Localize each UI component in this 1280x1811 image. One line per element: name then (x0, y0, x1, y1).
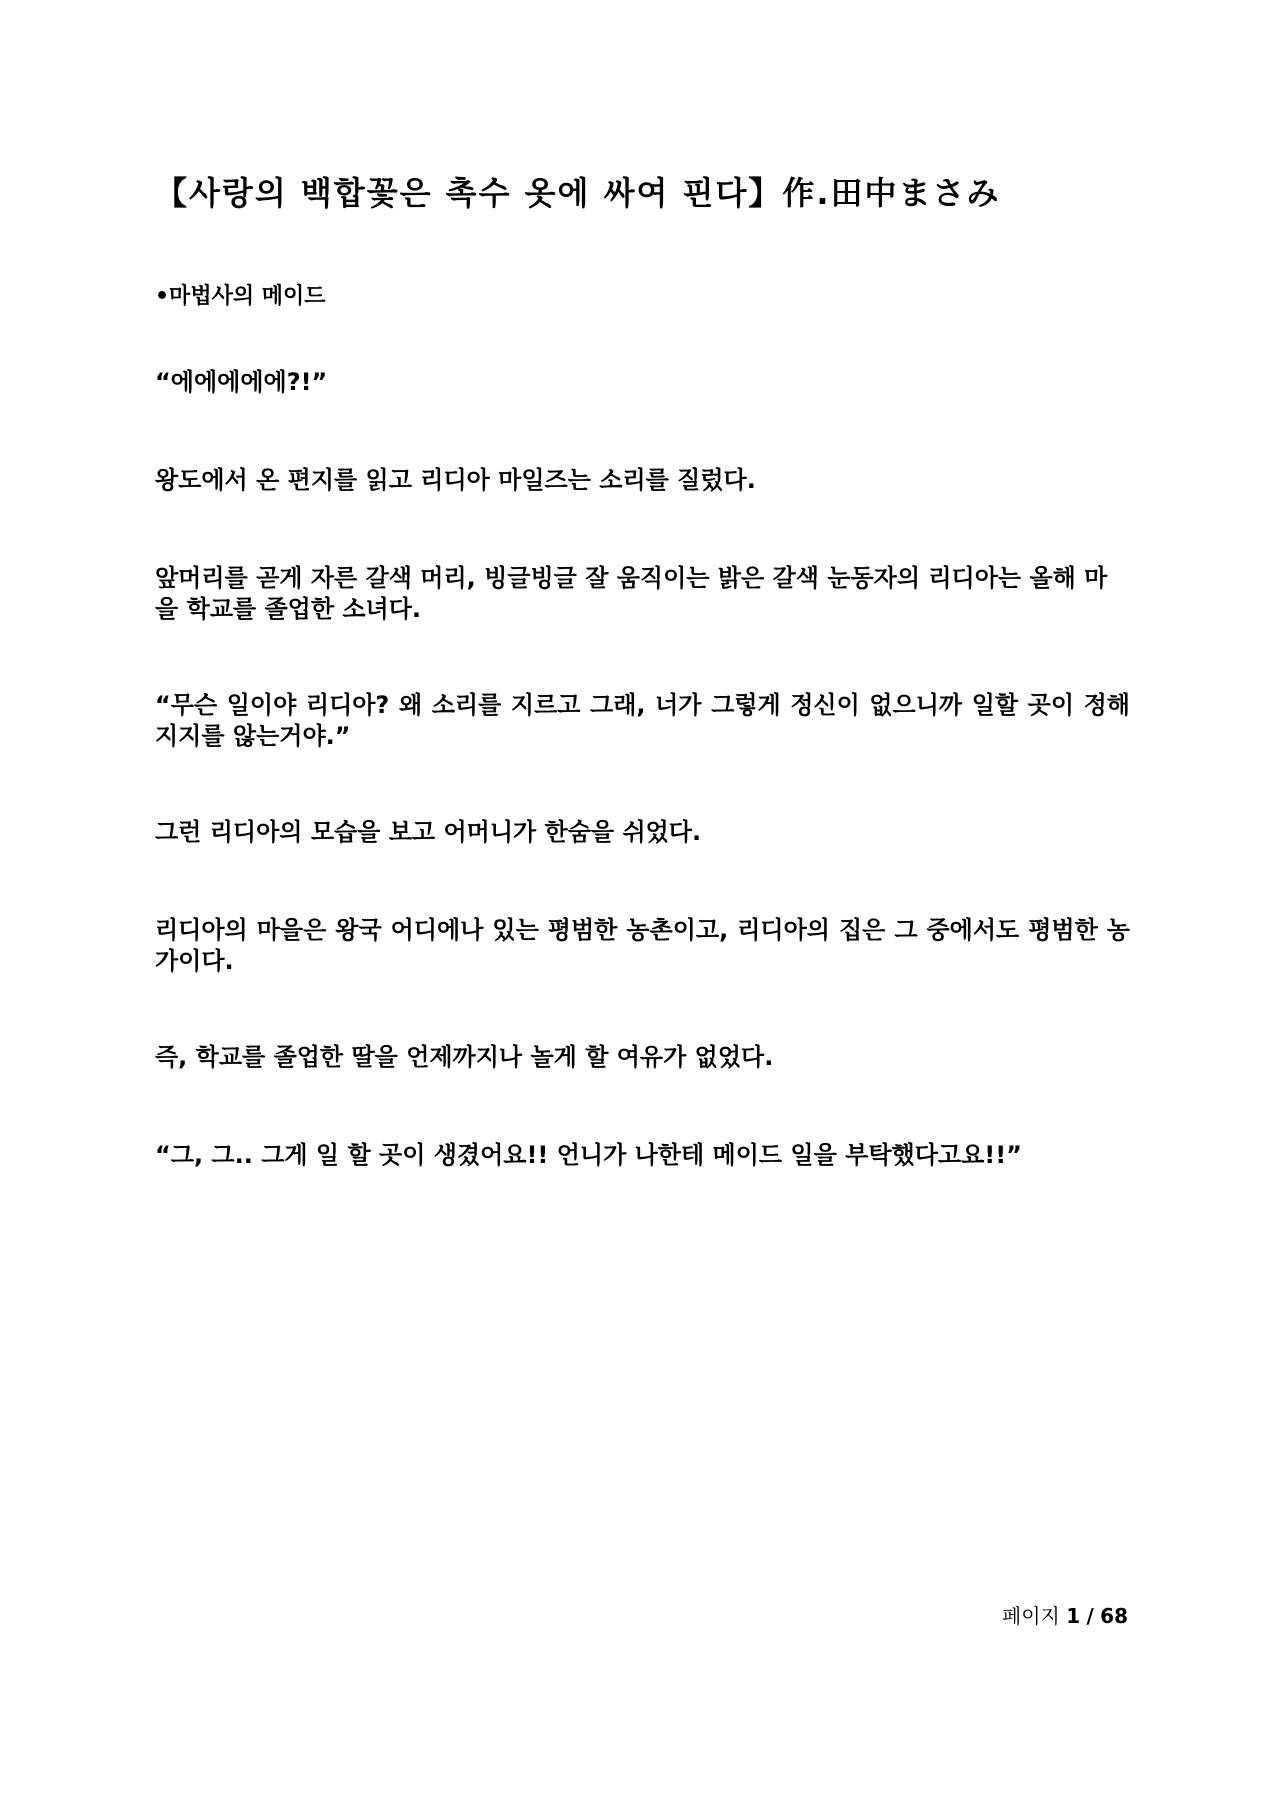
paragraph: “무슨 일이야 리디아? 왜 소리를 지르고 그래, 너가 그렇게 정신이 없으니까 일할 곳이 정해지지를 않는거야.” (155, 691, 1130, 750)
page-total: 68 (1100, 1604, 1128, 1628)
page-current: 1 (1066, 1604, 1081, 1628)
page-number-footer (1002, 1600, 1128, 1629)
paragraph: 앞머리를 곧게 자른 갈색 머리, 빙글빙글 잘 움직이는 밝은 갈색 눈동자의 리디아는 올해 마을 학교를 졸업한 소녀다. (155, 564, 1108, 623)
page-separator: / (1086, 1604, 1094, 1628)
paragraph: 리디아의 마을은 왕국 어디에나 있는 평범한 농촌이고, 리디아의 집은 그 중에서도 평범한 농가이다. (155, 916, 1130, 975)
document-title: 【사랑의 백합꽃은 촉수 옷에 싸여 핀다】作.田中まさみ (155, 174, 1001, 212)
page-label: 페이지 (1001, 1604, 1060, 1628)
section-heading: •마법사의 메이드 (155, 284, 326, 309)
paragraph: 그런 리디아의 모습을 보고 어머니가 한숨을 쉬었다. (155, 818, 702, 846)
paragraph: 왕도에서 온 편지를 읽고 리디아 마일즈는 소리를 질렀다. (155, 466, 756, 494)
paragraph: 즉, 학교를 졸업한 딸을 언제까지나 놀게 할 여유가 없었다. (155, 1043, 774, 1071)
paragraph: “에에에에에?!” (155, 368, 328, 396)
paragraph: “그, 그.. 그게 일 할 곳이 생겼어요!! 언니가 나한테 메이드 일을 부탁했다고요!!” (155, 1141, 1022, 1169)
